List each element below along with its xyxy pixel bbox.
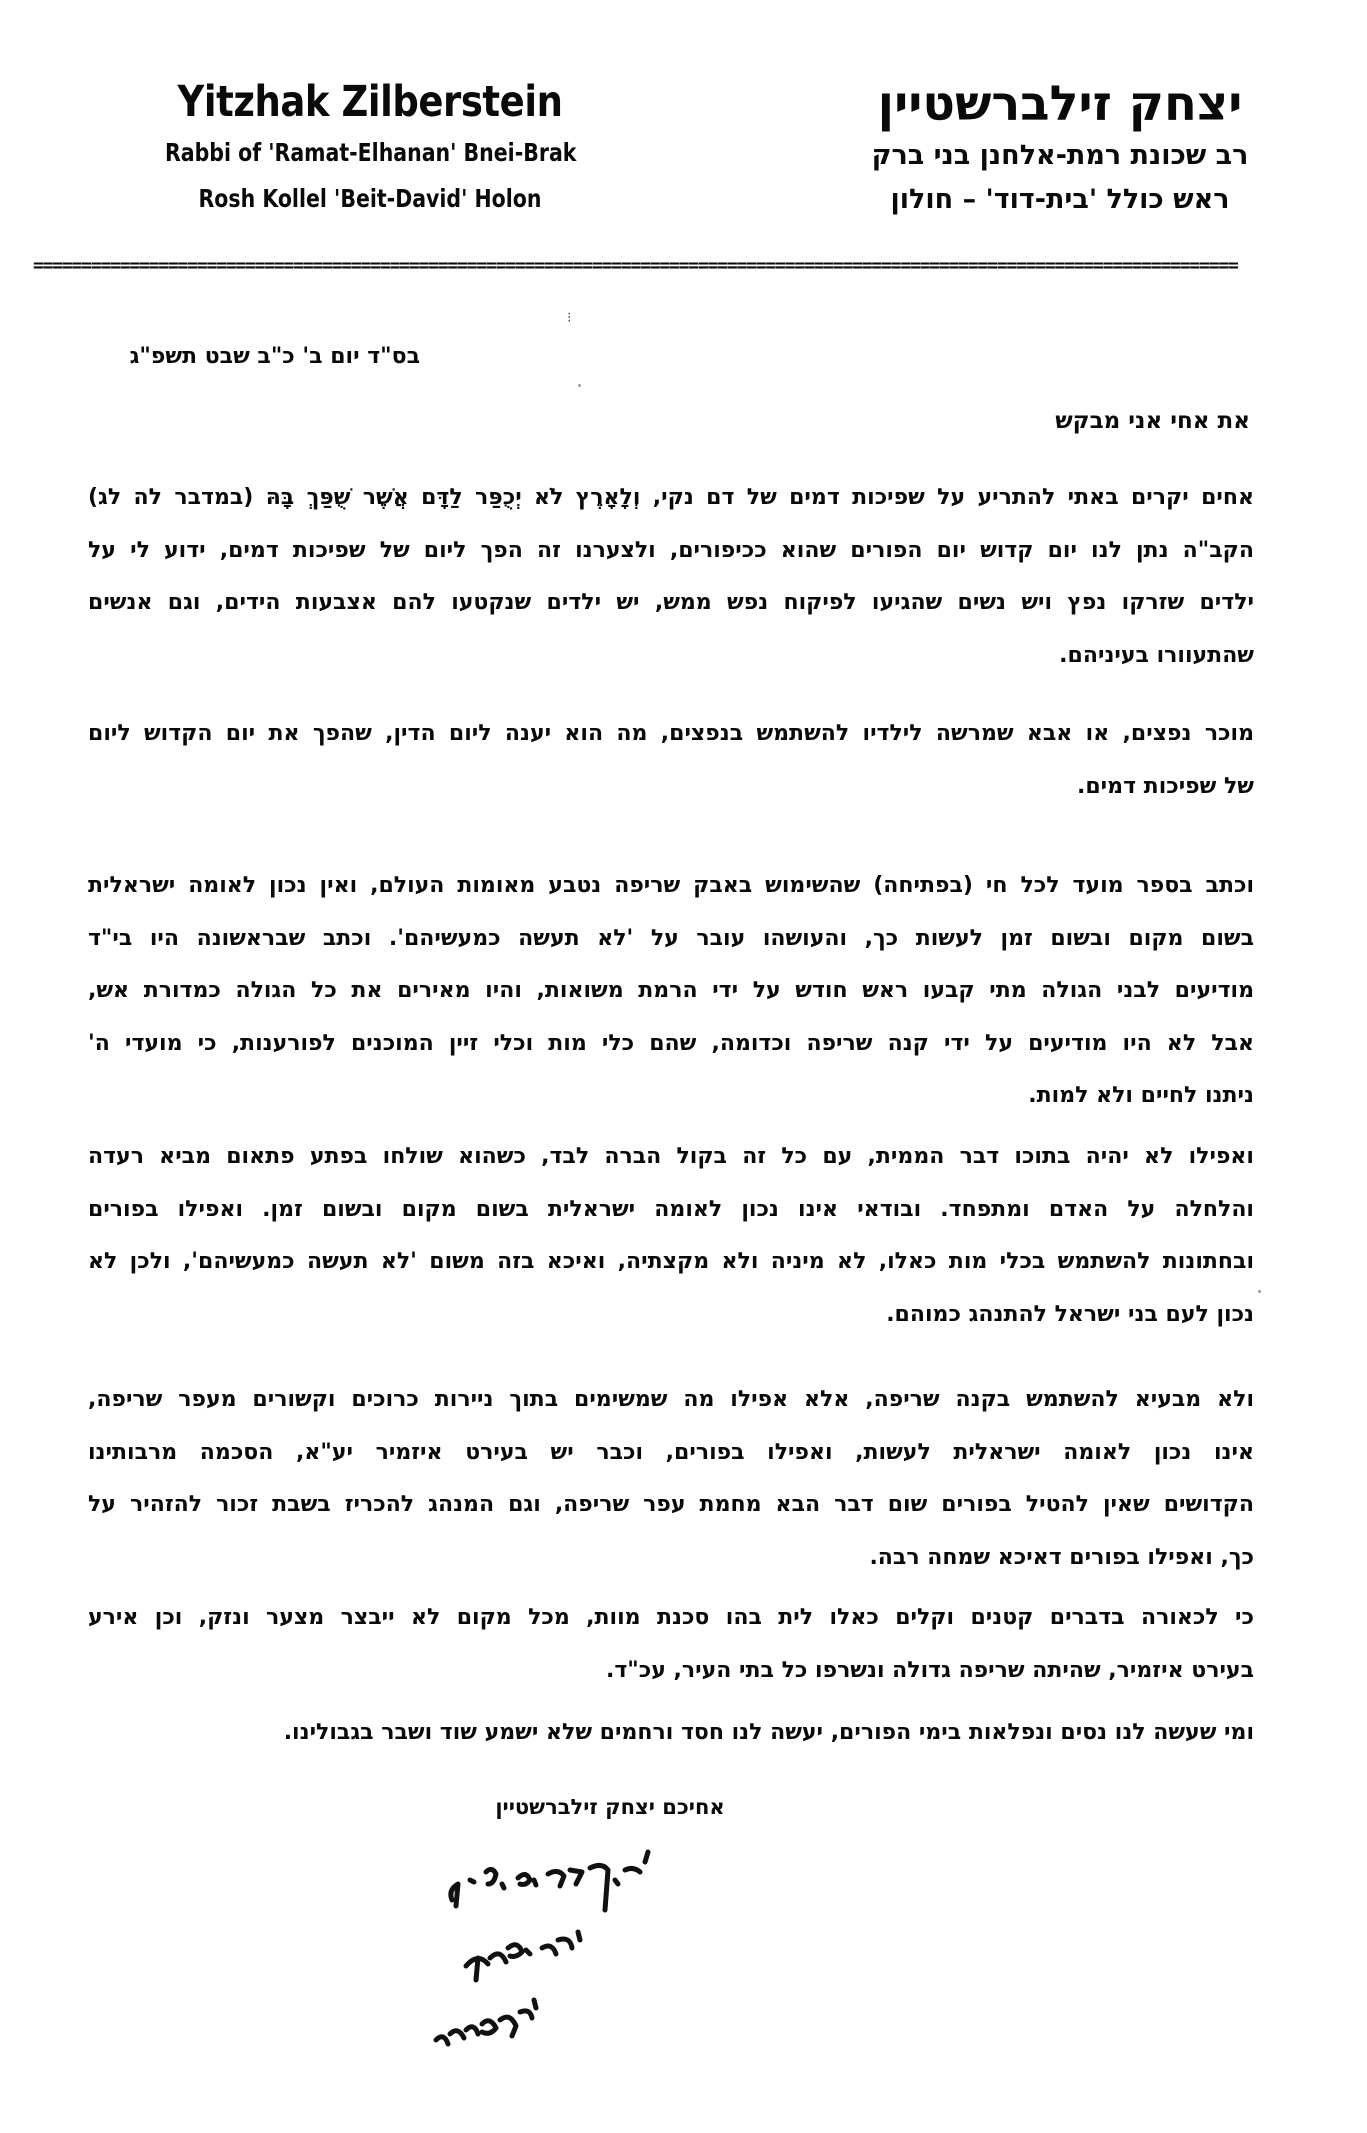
author-name-hebrew: יצחק זילברשטיין (877, 76, 1243, 132)
title-line-2-hebrew: ראש כולל 'בית-דוד' – חולון (890, 184, 1230, 215)
paragraph-5 (88, 1374, 1254, 1584)
body-line: ובחתונות להשתמש בכלי מות כאלו, לא מיניה ולא מקצתיה, ואיכא בזה משום 'לא תעשה כמעשיהם', ולכן לא (88, 1249, 1254, 1274)
body-line: כך, ואפילו בפורים דאיכא שמחה רבה. (869, 1544, 1254, 1570)
title-line-2-english: Rosh Kollel 'Beit-David' Holon (198, 184, 542, 213)
body-line: ניתנו לחיים ולא למות. (1028, 1083, 1254, 1108)
letterhead-hebrew (850, 74, 1270, 222)
body-line: אחים יקרים באתי להתריע על שפיכות דמים של דם נקי, וְלָאָרֶץ לֹא יְכֻפַּר לַדָּם אֲשֶׁר שֻׁפַּךְ בָּהּ (במדבר לה לג) (88, 485, 1254, 510)
stray-mark: ⁝ (567, 310, 572, 326)
body-line: שהתעוורו בעיניהם. (1059, 642, 1254, 668)
body-line: אבל לא היו מודיעים על ידי קנה שריפה וכדומה, שהם כלי מות וכלי זיין המוכנים לפורענות, כי מועדי ה' (88, 1030, 1254, 1056)
body-line: מוכר נפצים, או אבא שמרשה לילדיו להשתמש בנפצים, מה הוא יענה ליום הדין, שהפך את יום הקדוש ליום (88, 721, 1254, 746)
body-line: אינו נכון לאומה ישראלית לעשות, ואפילו בפורים, וכבר יש בעירט איזמיר יע"א, הסכמה מרבותינו (88, 1439, 1254, 1465)
closing-signoff: אחיכם יצחק זילברשטיין (495, 1795, 725, 1819)
body-line: הקב"ה נתן לנו יום קדוש יום הפורים שהוא ככיפורים, ולצערנו זה הפך ליום של שפיכות דמים, ידוע לי על (88, 537, 1254, 563)
body-line: ואפילו לא יהיה בתוכו דבר הממית, עם כל זה בקול הברה לבד, כשהוא שולחו בפתע פתאום מביא רעדה (88, 1144, 1254, 1169)
paragraph-4 (88, 1131, 1254, 1341)
paragraph-7 (88, 1707, 1254, 1760)
stray-dot (1258, 1290, 1261, 1293)
paragraph-2 (88, 708, 1254, 813)
body-line: כי לכאורה בדברים קטנים וקלים כאלו לית בהו סכנת מוות, מכל מקום לא ייבצר מצער ונזק, וכן אירע (88, 1605, 1254, 1630)
body-line: וכתב בספר מועד לכל חי (בפתיחה) שהשימוש באבק שריפה נטבע מאומות העולם, ואין נכון לאומה ישראלית (88, 873, 1254, 898)
body-line: ילדים שזרקו נפץ ויש נשים שהגיעו לפיקוח נפש ממש, יש ילדים שנקטעו להם אצבעות הידים, וגם אנשים (88, 590, 1254, 615)
body-line: והלחלה על האדם ומתפחד. ובודאי אינו נכון לאומה ישראלית בשום מקום ובשום זמן. ואפילו בפורים (88, 1196, 1254, 1222)
title-line-1-english: Rabbi of 'Ramat-Elhanan' Bnei-Brak (165, 138, 577, 167)
paragraph-6 (88, 1592, 1254, 1697)
body-line: נכון לעם בני ישראל להתנהג כמוהם. (886, 1301, 1254, 1327)
body-line: ולא מבעיא להשתמש בקנה שריפה, אלא אפילו מה שמשימים בתוך ניירות כרוכים וקשורים מעפר שריפה, (88, 1387, 1254, 1412)
body-line: ומי שעשה לנו נסים ונפלאות בימי הפורים, יעשה לנו חסד ורחמים שלא ישמע שוד ושבר בגבולינו. (283, 1720, 1254, 1745)
paragraph-1 (88, 472, 1254, 682)
stray-dot (578, 384, 581, 387)
letterhead-separator: ============================================================================================================================= (33, 255, 1238, 276)
body-line: בעירט איזמיר, שהיתה שריפה גדולה ונשרפו כל בתי העיר, עכ"ד. (606, 1657, 1254, 1683)
body-line: בשום מקום ובשום זמן לעשות כך, והעושהו עובר על 'לא תעשה כמעשיהם'. וכתב שבראשונה היו בי"ד (88, 925, 1254, 951)
letter-subject: את אחי אני מבקש (1055, 408, 1250, 434)
body-line: מודיעים לבני הגולה מתי קבעו ראש חודש על ידי הרמת משואות, והיו מאירים את כל הגולה כמדורת אש, (88, 978, 1254, 1003)
author-name-english: Yitzhak Zilberstein (177, 77, 563, 127)
paragraph-3 (88, 860, 1254, 1123)
body-line: של שפיכות דמים. (1077, 773, 1254, 799)
date-line: בס"ד יום ב' כ"ב שבט תשפ"ג (129, 344, 420, 369)
title-line-1-hebrew: רב שכונת רמת-אלחנן בני ברק (871, 140, 1249, 171)
body-line: הקדושים שאין להטיל בפורים שום דבר הבא מחמת עפר שריפה, וגם המנהג להכריז בשבת זכור להזהיר על (88, 1492, 1254, 1517)
handwritten-signature (430, 1840, 830, 2120)
letterhead-english (120, 74, 620, 222)
